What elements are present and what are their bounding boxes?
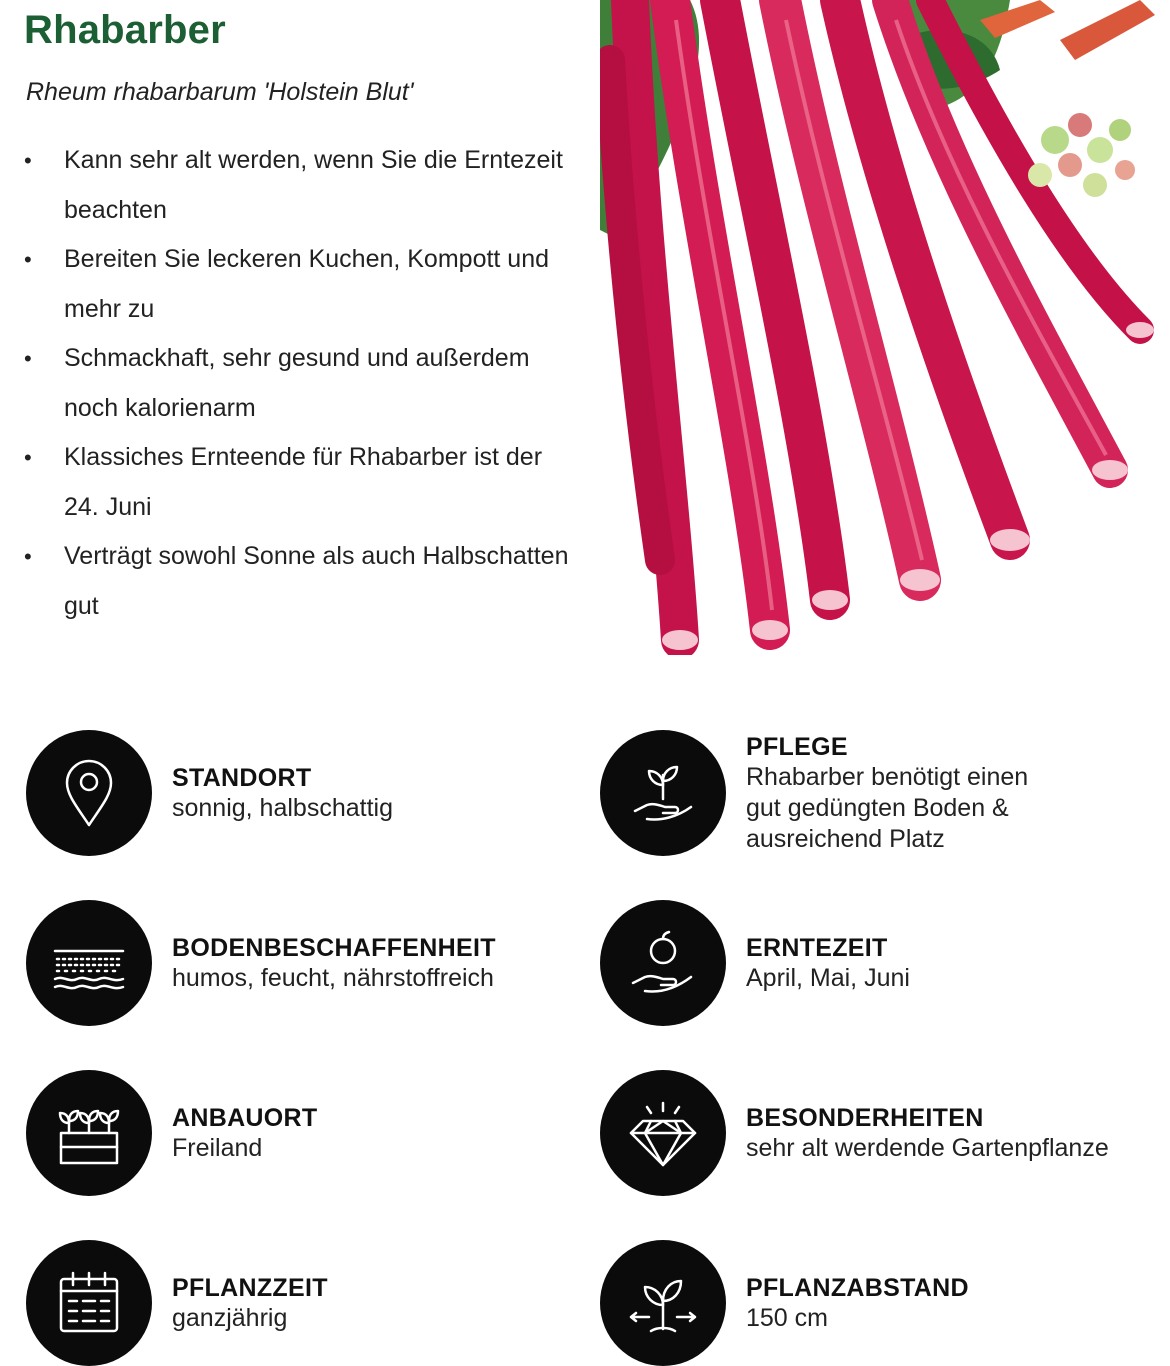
- feature-value: Freiland: [172, 1133, 263, 1162]
- feature-boden: [26, 900, 552, 1026]
- list-item: [22, 136, 582, 235]
- feature-label: STANDORT: [172, 763, 312, 792]
- feature-label: ANBAUORT: [172, 1103, 318, 1132]
- feature-value: sonnig, halbschattig: [172, 793, 393, 822]
- feature-bullet-list: [22, 136, 582, 631]
- list-item: [22, 334, 582, 433]
- soil-layers-icon: [26, 900, 152, 1026]
- seedling-hand-icon: [600, 730, 726, 856]
- bullet-text: Schmackhaft, sehr gesund und außerdem noch kalorienarm: [64, 344, 530, 422]
- feature-anbauort: [26, 1070, 552, 1196]
- feature-pflege: [600, 730, 1066, 856]
- bullet-text: Bereiten Sie leckeren Kuchen, Kompott und mehr zu: [64, 245, 550, 323]
- diamond-icon: [600, 1070, 726, 1196]
- feature-pflanzzeit: [26, 1240, 552, 1366]
- bullet-dot: •: [24, 544, 32, 569]
- feature-label: PFLANZABSTAND: [746, 1273, 969, 1302]
- bullet-text: Klassiches Ernteende für Rhabarber ist der 24. Juni: [64, 443, 543, 521]
- rhubarb-photo: [600, 0, 1170, 655]
- feature-value: humos, feucht, nährstoffreich: [172, 963, 494, 992]
- feature-value: sehr alt werdende Gartenpflanze: [746, 1133, 1109, 1162]
- feature-value: ganzjährig: [172, 1303, 288, 1332]
- list-item: [22, 235, 582, 334]
- feature-label: ERNTEZEIT: [746, 933, 888, 962]
- feature-value: Rhabarber benötigt einen gut gedüngten Boden & ausreichend Platz: [746, 762, 1029, 853]
- feature-pflanzabstand: [600, 1240, 1126, 1366]
- feature-erntezeit: [600, 900, 1126, 1026]
- list-item: [22, 532, 582, 631]
- product-title: Rhabarber: [24, 8, 226, 52]
- bullet-dot: •: [24, 148, 32, 173]
- feature-label: BESONDERHEITEN: [746, 1103, 984, 1132]
- plant-spacing-icon: [600, 1240, 726, 1366]
- feature-standort: [26, 730, 552, 856]
- feature-besonderheiten: [600, 1070, 1156, 1196]
- bullet-dot: •: [24, 247, 32, 272]
- bullet-text: Kann sehr alt werden, wenn Sie die Erntezeit beachten: [64, 146, 563, 224]
- feature-label: PFLANZZEIT: [172, 1273, 328, 1302]
- list-item: [22, 433, 582, 532]
- fruit-hand-icon: [600, 900, 726, 1026]
- bullet-dot: •: [24, 445, 32, 470]
- bullet-dot: •: [24, 346, 32, 371]
- botanical-name: Rheum rhabarbarum 'Holstein Blut': [26, 78, 414, 106]
- feature-value: 150 cm: [746, 1303, 828, 1332]
- calendar-icon: [26, 1240, 152, 1366]
- planter-box-icon: [26, 1070, 152, 1196]
- location-pin-icon: [26, 730, 152, 856]
- feature-label: PFLEGE: [746, 732, 848, 761]
- feature-label: BODENBESCHAFFENHEIT: [172, 933, 496, 962]
- feature-value: April, Mai, Juni: [746, 963, 910, 992]
- bullet-text: Verträgt sowohl Sonne als auch Halbschatten gut: [64, 542, 569, 620]
